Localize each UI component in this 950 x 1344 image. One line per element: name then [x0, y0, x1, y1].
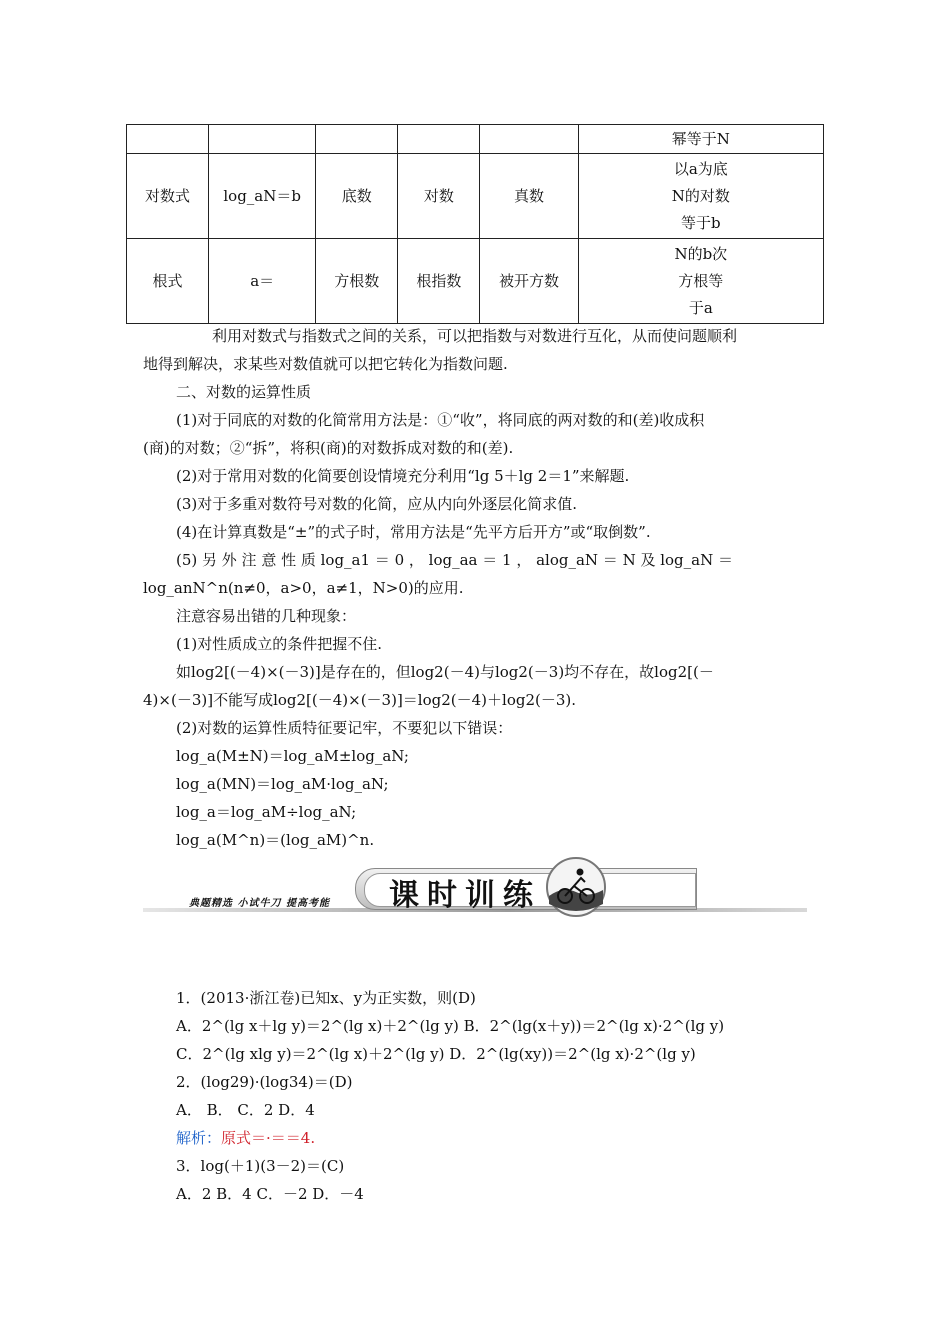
question-2-solution	[176, 1127, 315, 1148]
question-1: 1．(2013·浙江卷)已知x、y为正实数，则(D)	[176, 989, 476, 1007]
table-row	[127, 239, 824, 324]
formula-line: log_a(MN)＝log_aM·log_aN;	[176, 775, 389, 793]
solution-text: 原式＝·＝＝4.	[221, 1129, 316, 1147]
paragraph: log_anN^n(n≠0，a>0，a≠1，N>0)的应用.	[143, 579, 464, 597]
section-banner	[143, 858, 807, 918]
table-row	[127, 154, 824, 239]
banner-slogan: 典题精选 小试牛刀 提高考能	[189, 898, 330, 909]
paragraph: (1)对性质成立的条件把握不住.	[176, 635, 383, 653]
paragraph: 注意容易出错的几种现象：	[176, 607, 357, 625]
table-cell: 对数	[398, 154, 480, 239]
comparison-table	[126, 124, 824, 324]
question-2-options: A． B． C．2 D．4	[176, 1101, 315, 1119]
solution-label: 解析：	[176, 1129, 222, 1147]
question-1-options-cd: C．2^(lg xlg y)＝2^(lg x)＋2^(lg y) D．2^(lg(xy))＝2^(lg x)·2^(lg y)	[176, 1045, 696, 1063]
table-cell: N的b次 方根等 于a	[578, 239, 823, 324]
formula-line: log_a＝log_aM÷log_aN;	[176, 803, 357, 821]
question-1-options-ab: A．2^(lg x＋lg y)＝2^(lg x)＋2^(lg y) B．2^(lg(x＋y))＝2^(lg x)·2^(lg y)	[176, 1017, 725, 1035]
table-cell: log_aN＝b	[209, 154, 316, 239]
table-cell: 对数式	[127, 154, 209, 239]
paragraph: 利用对数式与指数式之间的关系，可以把指数与对数进行互化，从而使问题顺利	[212, 327, 738, 345]
banner-title: 课时训练	[389, 878, 541, 913]
paragraph: 地得到解决，求某些对数值就可以把它转化为指数问题.	[143, 355, 508, 373]
cyclist-icon	[543, 856, 609, 918]
question-3: 3．log(＋1)(3－2)＝(C)	[176, 1157, 345, 1175]
paragraph: (1)对于同底的对数的化简常用方法是：①“收”，将同底的两对数的和(差)收成积	[176, 411, 705, 429]
paragraph: 如log2[(－4)×(－3)]是存在的，但log2(－4)与log2(－3)均不存在，故log2[(－	[176, 663, 714, 681]
paragraph: 4)×(－3)]不能写成log2[(－4)×(－3)]＝log2(－4)＋log2(－3).	[143, 691, 577, 709]
paragraph: (2)对于常用对数的化简要创设情境充分利用“lg 5＋lg 2＝1”来解题.	[176, 467, 630, 485]
table-cell: 被开方数	[480, 239, 578, 324]
paragraph: (2)对数的运算性质特征要记牢，不要犯以下错误：	[176, 719, 513, 737]
formula-line: log_a(M^n)＝(log_aM)^n.	[176, 831, 375, 849]
formula-line: log_a(M±N)＝log_aM±log_aN;	[176, 747, 409, 765]
table-row	[127, 125, 824, 154]
table-cell: 底数	[316, 154, 398, 239]
question-2: 2．(log29)·(log34)＝(D)	[176, 1073, 353, 1091]
table-cell: a＝	[209, 239, 316, 324]
paragraph: (5) 另 外 注 意 性 质 log_a1 ＝ 0 ， log_aa ＝ 1 ， alog_aN ＝ N 及 log_aN ＝	[176, 551, 733, 569]
table-cell: 真数	[480, 154, 578, 239]
section-heading: 二、对数的运算性质	[176, 383, 312, 401]
table-cell: 方根数	[316, 239, 398, 324]
table-cell: 以a为底 N的对数 等于b	[578, 154, 823, 239]
paragraph: (3)对于多重对数符号对数的化简，应从内向外逐层化简求值.	[176, 495, 578, 513]
table-cell: 根指数	[398, 239, 480, 324]
paragraph: (4)在计算真数是“±”的式子时，常用方法是“先平方后开方”或“取倒数”.	[176, 523, 651, 541]
table-cell: 根式	[127, 239, 209, 324]
paragraph: (商)的对数；②“拆”，将积(商)的对数拆成对数的和(差).	[143, 439, 514, 457]
table-cell: 幂等于N	[578, 125, 823, 154]
question-3-options: A．2 B．4 C．－2 D．－4	[176, 1185, 364, 1203]
